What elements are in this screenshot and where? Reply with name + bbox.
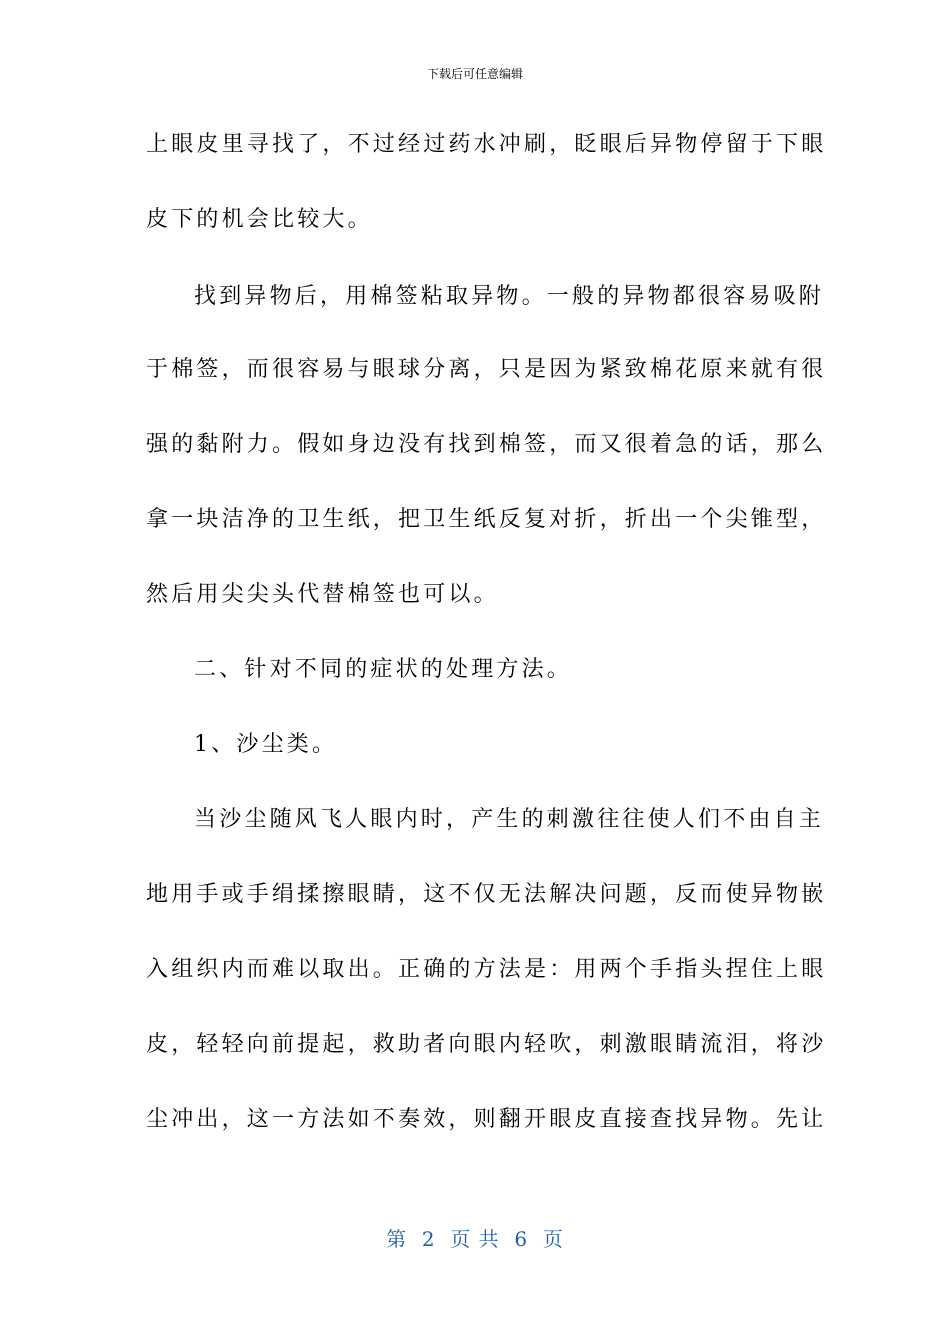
body-line: 强的黏附力。假如身边没有找到棉签，而又很着急的话，那么 bbox=[146, 432, 827, 457]
body-line: 入组织内而难以取出。正确的方法是：用两个手指头捏住上眼 bbox=[146, 957, 827, 982]
body-line-indented: 当沙尘随风飞人眼内时，产生的刺激往往使人们不由自主 bbox=[194, 807, 825, 832]
body-line: 然后用尖尖头代替棉签也可以。 bbox=[146, 582, 499, 607]
section-heading: 二、针对不同的症状的处理方法。 bbox=[194, 657, 573, 682]
body-line: 地用手或手绢揉擦眼睛，这不仅无法解决问题，反而使异物嵌 bbox=[146, 882, 827, 907]
page-number-footer: 第 2 页 共 6 页 bbox=[386, 1227, 564, 1251]
body-line: 皮下的机会比较大。 bbox=[146, 207, 373, 232]
body-line: 尘冲出，这一方法如不奏效，则翻开眼皮直接查找异物。先让 bbox=[146, 1107, 827, 1132]
body-line: 皮，轻轻向前提起，救助者向眼内轻吹，刺激眼睛流泪，将沙 bbox=[146, 1032, 827, 1057]
body-line: 拿一块洁净的卫生纸，把卫生纸反复对折，折出一个尖锥型， bbox=[146, 507, 827, 532]
body-line-indented: 找到异物后，用棉签粘取异物。一般的异物都很容易吸附 bbox=[194, 284, 825, 309]
body-line: 上眼皮里寻找了，不过经过药水冲刷，眨眼后异物停留于下眼 bbox=[146, 132, 827, 157]
page-header: 下载后可任意编辑 bbox=[426, 67, 523, 81]
subsection-heading: 1、沙尘类。 bbox=[194, 732, 338, 757]
body-line: 于棉签，而很容易与眼球分离，只是因为紧致棉花原来就有很 bbox=[146, 357, 827, 382]
